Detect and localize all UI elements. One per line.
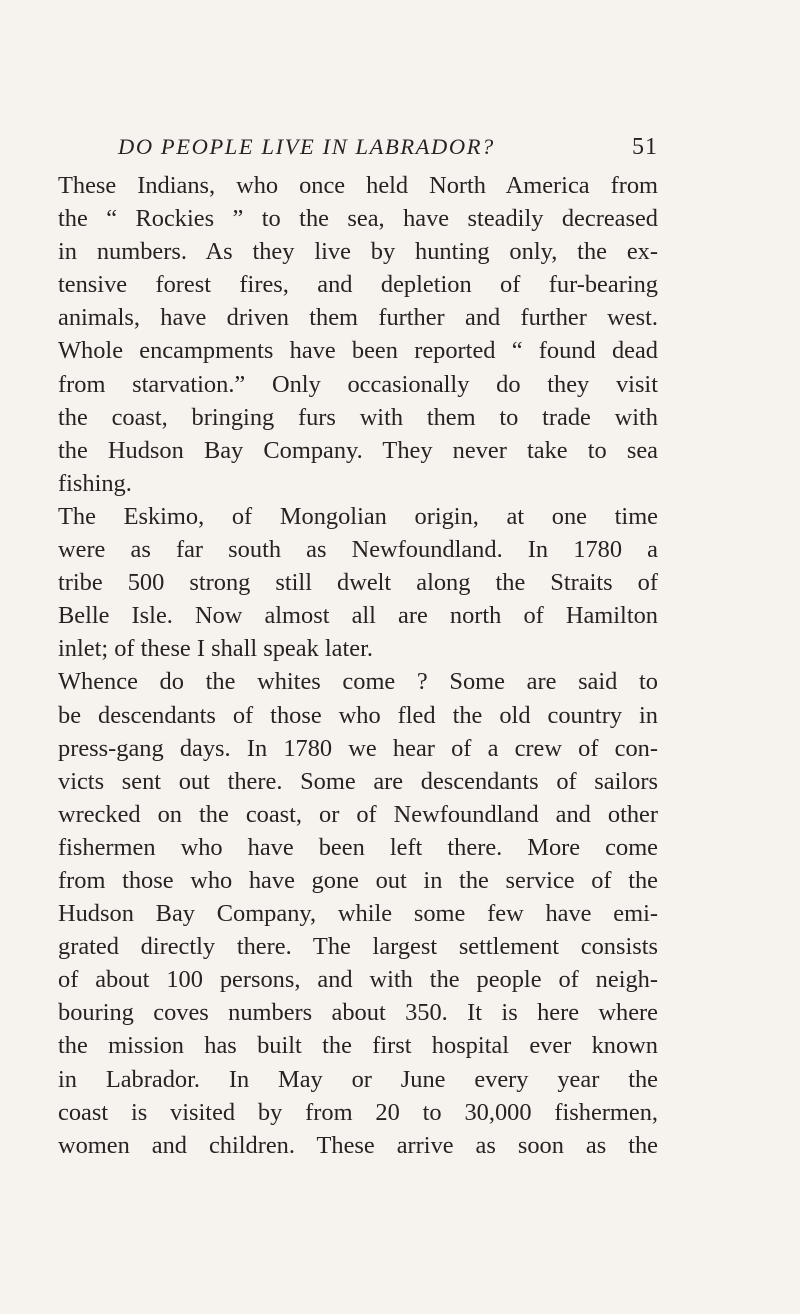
text-line: wrecked on the coast, or of Newfoundland and other xyxy=(58,800,658,828)
text-line: the mission has built the first hospital ever known xyxy=(58,1032,658,1060)
text-line: from starvation.” Only occasionally do they visit xyxy=(58,370,658,398)
text-line: from those who have gone out in the service of the xyxy=(58,866,658,894)
text-line: bouring coves numbers about 350. It is here where xyxy=(58,999,658,1027)
text-line: animals, have driven them further and further west. xyxy=(58,304,658,332)
body-text xyxy=(58,169,658,1162)
text-line: Whole encampments have been reported “ found dead xyxy=(58,337,658,365)
text-line: the “ Rockies ” to the sea, have steadily decreased xyxy=(58,205,658,233)
text-line: tensive forest fires, and depletion of fur-bearing xyxy=(58,271,658,299)
text-line: tribe 500 strong still dwelt along the Straits of xyxy=(58,569,658,597)
text-line: fishing. xyxy=(58,469,132,497)
text-line: women and children. These arrive as soon as the xyxy=(58,1131,658,1159)
text-line: press-gang days. In 1780 we hear of a crew of con- xyxy=(58,734,658,762)
text-line: The Eskimo, of Mongolian origin, at one time xyxy=(58,502,658,530)
running-title: DO PEOPLE LIVE IN LABRADOR? xyxy=(118,134,495,159)
text-line: These Indians, who once held North America from xyxy=(58,172,658,199)
text-line: in Labrador. In May or June every year the xyxy=(58,1065,658,1093)
text-line: in numbers. As they live by hunting only, the ex- xyxy=(58,238,658,266)
text-line: the coast, bringing furs with them to trade with xyxy=(58,403,658,431)
text-line: inlet; of these I shall speak later. xyxy=(58,635,373,663)
text-line: Belle Isle. Now almost all are north of Hamilton xyxy=(58,602,658,630)
text-line: grated directly there. The largest settlement consists xyxy=(58,933,658,961)
text-line: Whence do the whites come ? Some are said to xyxy=(58,668,658,696)
text-line: of about 100 persons, and with the people of neigh- xyxy=(58,966,658,994)
text-line: Hudson Bay Company, while some few have emi- xyxy=(58,900,658,928)
text-line: the Hudson Bay Company. They never take to sea xyxy=(58,436,658,464)
text-line: be descendants of those who fled the old country in xyxy=(58,701,658,729)
text-line: were as far south as Newfoundland. In 1780 a xyxy=(58,536,658,564)
text-line: victs sent out there. Some are descendants of sailors xyxy=(58,767,658,795)
text-line: coast is visited by from 20 to 30,000 fishermen, xyxy=(58,1098,658,1126)
running-head xyxy=(118,129,658,165)
text-line: fishermen who have been left there. More come xyxy=(58,833,658,861)
page-number: 51 xyxy=(632,134,658,160)
